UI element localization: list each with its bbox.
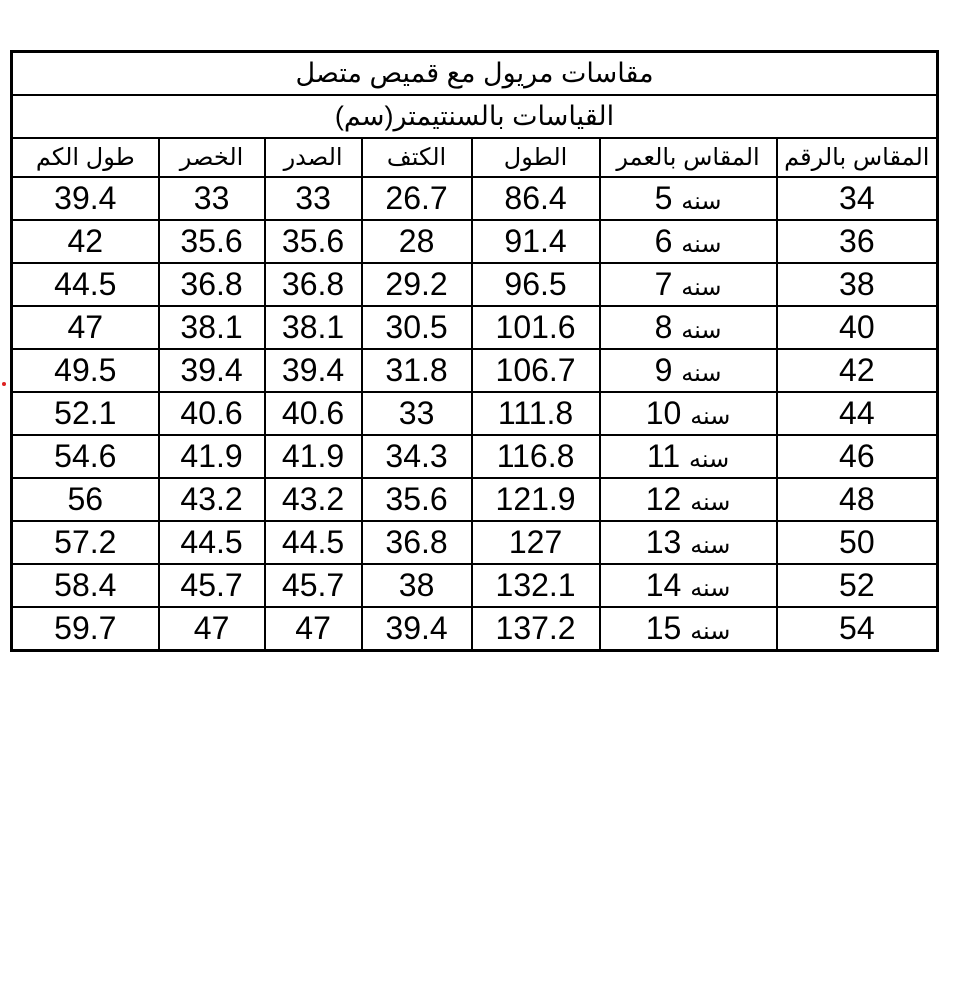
cell-sleeve-length: 39.4 bbox=[12, 177, 159, 220]
cell-chest: 38.1 bbox=[265, 306, 362, 349]
header-age-size: المقاس بالعمر bbox=[600, 138, 777, 177]
cell-sleeve-length: 49.5 bbox=[12, 349, 159, 392]
header-sleeve-length: طول الكم bbox=[12, 138, 159, 177]
cell-shoulder: 28 bbox=[362, 220, 472, 263]
cell-age-size bbox=[600, 349, 777, 392]
cell-sleeve-length: 58.4 bbox=[12, 564, 159, 607]
header-length: الطول bbox=[472, 138, 600, 177]
cell-length: 101.6 bbox=[472, 306, 600, 349]
red-dot-mark bbox=[2, 382, 6, 386]
cell-chest: 36.8 bbox=[265, 263, 362, 306]
age-value: 9 bbox=[654, 352, 673, 388]
cell-chest: 44.5 bbox=[265, 521, 362, 564]
cell-length: 86.4 bbox=[472, 177, 600, 220]
table-row bbox=[12, 435, 938, 478]
cell-shoulder: 36.8 bbox=[362, 521, 472, 564]
cell-waist: 36.8 bbox=[159, 263, 265, 306]
table-row bbox=[12, 349, 938, 392]
age-unit-label: سنه bbox=[690, 618, 731, 645]
cell-length: 106.7 bbox=[472, 349, 600, 392]
cell-chest: 33 bbox=[265, 177, 362, 220]
header-row bbox=[12, 138, 938, 177]
cell-waist: 43.2 bbox=[159, 478, 265, 521]
cell-number-size: 50 bbox=[777, 521, 938, 564]
cell-waist: 39.4 bbox=[159, 349, 265, 392]
cell-waist: 44.5 bbox=[159, 521, 265, 564]
table-title: مقاسات مريول مع قميص متصل bbox=[12, 52, 938, 96]
header-number-size: المقاس بالرقم bbox=[777, 138, 938, 177]
cell-age-size bbox=[600, 564, 777, 607]
age-value: 14 bbox=[645, 567, 682, 603]
table-subtitle: القياسات بالسنتيمتر(سم) bbox=[12, 95, 938, 138]
cell-shoulder: 34.3 bbox=[362, 435, 472, 478]
cell-sleeve-length: 57.2 bbox=[12, 521, 159, 564]
table-row bbox=[12, 521, 938, 564]
cell-waist: 40.6 bbox=[159, 392, 265, 435]
age-value: 11 bbox=[646, 438, 681, 474]
cell-age-size bbox=[600, 306, 777, 349]
cell-shoulder: 35.6 bbox=[362, 478, 472, 521]
age-unit-label: سنه bbox=[690, 532, 731, 559]
table-row bbox=[12, 220, 938, 263]
cell-chest: 35.6 bbox=[265, 220, 362, 263]
cell-sleeve-length: 44.5 bbox=[12, 263, 159, 306]
cell-shoulder: 39.4 bbox=[362, 607, 472, 651]
cell-length: 111.8 bbox=[472, 392, 600, 435]
table-row bbox=[12, 263, 938, 306]
cell-shoulder: 31.8 bbox=[362, 349, 472, 392]
size-chart-table bbox=[10, 50, 939, 652]
cell-number-size: 34 bbox=[777, 177, 938, 220]
table-row bbox=[12, 392, 938, 435]
age-unit-label: سنه bbox=[681, 317, 722, 344]
cell-length: 137.2 bbox=[472, 607, 600, 651]
cell-age-size bbox=[600, 607, 777, 651]
header-chest: الصدر bbox=[265, 138, 362, 177]
age-unit-label: سنه bbox=[681, 360, 722, 387]
cell-length: 132.1 bbox=[472, 564, 600, 607]
cell-shoulder: 26.7 bbox=[362, 177, 472, 220]
table-row bbox=[12, 564, 938, 607]
cell-chest: 39.4 bbox=[265, 349, 362, 392]
cell-waist: 38.1 bbox=[159, 306, 265, 349]
header-shoulder: الكتف bbox=[362, 138, 472, 177]
cell-number-size: 38 bbox=[777, 263, 938, 306]
subtitle-row bbox=[12, 95, 938, 138]
age-value: 10 bbox=[645, 395, 682, 431]
cell-waist: 33 bbox=[159, 177, 265, 220]
age-unit-label: سنه bbox=[689, 446, 730, 473]
table-row bbox=[12, 177, 938, 220]
cell-sleeve-length: 42 bbox=[12, 220, 159, 263]
cell-waist: 45.7 bbox=[159, 564, 265, 607]
age-unit-label: سنه bbox=[690, 489, 731, 516]
cell-number-size: 42 bbox=[777, 349, 938, 392]
cell-length: 116.8 bbox=[472, 435, 600, 478]
cell-chest: 40.6 bbox=[265, 392, 362, 435]
age-value: 8 bbox=[654, 309, 673, 345]
age-value: 13 bbox=[645, 524, 682, 560]
cell-age-size bbox=[600, 392, 777, 435]
cell-waist: 47 bbox=[159, 607, 265, 651]
cell-chest: 43.2 bbox=[265, 478, 362, 521]
age-value: 15 bbox=[645, 610, 682, 646]
age-unit-label: سنه bbox=[690, 403, 731, 430]
cell-shoulder: 33 bbox=[362, 392, 472, 435]
cell-number-size: 36 bbox=[777, 220, 938, 263]
cell-length: 91.4 bbox=[472, 220, 600, 263]
title-row bbox=[12, 52, 938, 96]
age-unit-label: سنه bbox=[690, 575, 731, 602]
table-row bbox=[12, 306, 938, 349]
cell-number-size: 46 bbox=[777, 435, 938, 478]
header-waist: الخصر bbox=[159, 138, 265, 177]
age-value: 12 bbox=[645, 481, 682, 517]
cell-age-size bbox=[600, 177, 777, 220]
cell-number-size: 52 bbox=[777, 564, 938, 607]
cell-waist: 35.6 bbox=[159, 220, 265, 263]
age-value: 7 bbox=[654, 266, 673, 302]
cell-sleeve-length: 54.6 bbox=[12, 435, 159, 478]
cell-sleeve-length: 59.7 bbox=[12, 607, 159, 651]
cell-shoulder: 38 bbox=[362, 564, 472, 607]
cell-number-size: 54 bbox=[777, 607, 938, 651]
table-row bbox=[12, 478, 938, 521]
cell-sleeve-length: 56 bbox=[12, 478, 159, 521]
age-value: 6 bbox=[654, 223, 673, 259]
cell-chest: 45.7 bbox=[265, 564, 362, 607]
cell-length: 96.5 bbox=[472, 263, 600, 306]
cell-shoulder: 29.2 bbox=[362, 263, 472, 306]
cell-sleeve-length: 47 bbox=[12, 306, 159, 349]
age-unit-label: سنه bbox=[681, 188, 722, 215]
age-unit-label: سنه bbox=[681, 231, 722, 258]
cell-number-size: 48 bbox=[777, 478, 938, 521]
age-unit-label: سنه bbox=[681, 274, 722, 301]
cell-age-size bbox=[600, 435, 777, 478]
cell-length: 127 bbox=[472, 521, 600, 564]
cell-chest: 47 bbox=[265, 607, 362, 651]
cell-age-size bbox=[600, 263, 777, 306]
cell-number-size: 40 bbox=[777, 306, 938, 349]
cell-sleeve-length: 52.1 bbox=[12, 392, 159, 435]
cell-chest: 41.9 bbox=[265, 435, 362, 478]
age-value: 5 bbox=[654, 180, 673, 216]
cell-age-size bbox=[600, 521, 777, 564]
table-row bbox=[12, 607, 938, 651]
cell-waist: 41.9 bbox=[159, 435, 265, 478]
cell-age-size bbox=[600, 478, 777, 521]
cell-number-size: 44 bbox=[777, 392, 938, 435]
cell-age-size bbox=[600, 220, 777, 263]
cell-length: 121.9 bbox=[472, 478, 600, 521]
cell-shoulder: 30.5 bbox=[362, 306, 472, 349]
